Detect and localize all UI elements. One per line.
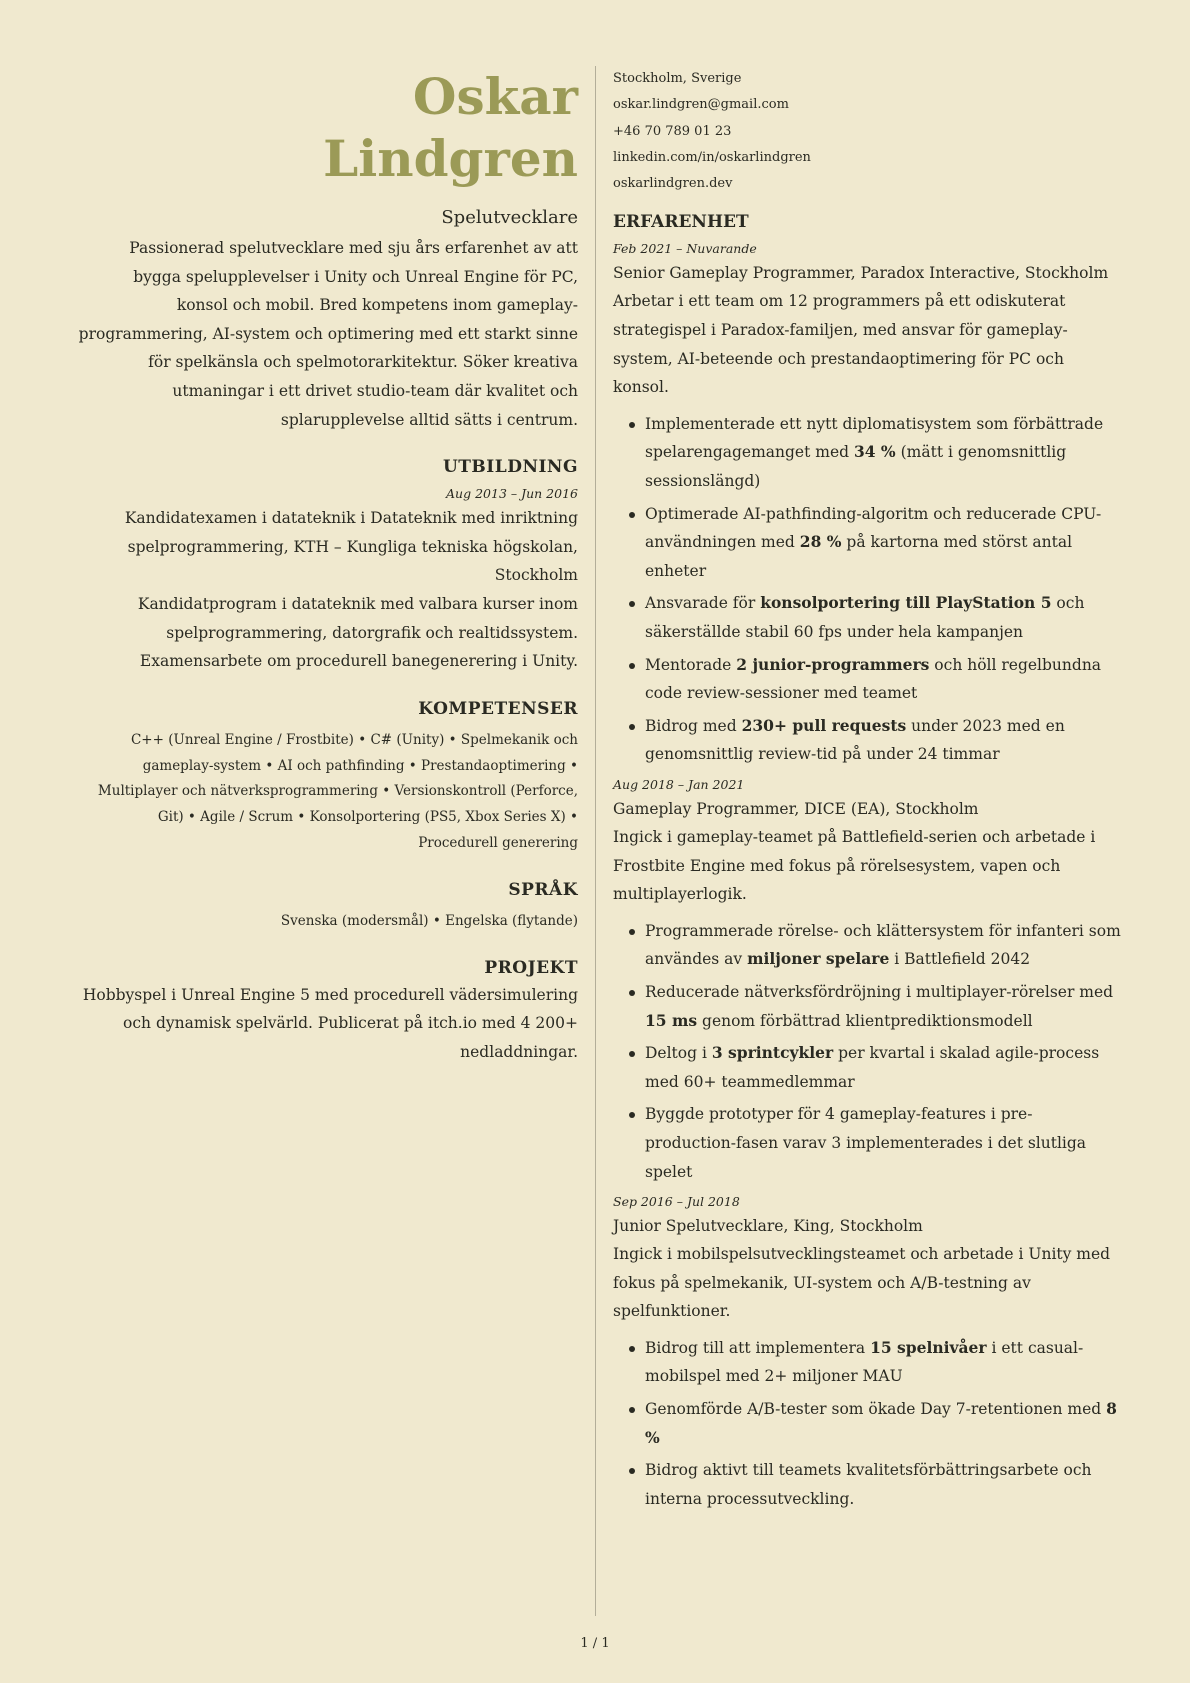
education-heading: UTBILDNING	[442, 457, 578, 478]
contact-block	[613, 66, 1123, 197]
job-entry	[613, 775, 1123, 1186]
job-role: Senior Gameplay Programmer, Paradox Interactive, Stockholm	[613, 264, 1109, 283]
achievement-item	[645, 410, 1123, 496]
achievement-highlight: 15 spelnivåer	[870, 1337, 987, 1357]
education-degree: Kandidatexamen i datateknik i Datateknik med inriktning spelprogrammering, KTH – Kungliga tekniska högskolan, Stockholm	[124, 509, 578, 585]
achievement-item	[645, 589, 1123, 646]
job-role: Junior Spelutvecklare, King, Stockholm	[613, 1217, 923, 1236]
skills-list: C++ (Unreal Engine / Frostbite) • C# (Unity) • Spelmekanik och gameplay-system • AI och pathfinding • Prestandaoptimering • Multiplayer och nätverksprogrammering • Versionskontroll (Perforce, Git) • Agile / Scrum • Konsolportering (PS5, Xbox Series X) • Procedurell generering	[97, 731, 578, 851]
achievement-highlight: 8 %	[645, 1399, 1117, 1447]
achievement-highlight: 34 %	[853, 442, 896, 462]
achievement-text: Implementerade ett nytt diplomatisystem som förbättrade spelarengagemanget med	[645, 414, 1104, 462]
achievement-item	[645, 651, 1123, 708]
job-description: Ingick i mobilspelsutvecklingsteamet och arbetade i Unity med fokus på spelmekanik, UI-system och A/B-testning av spelfunktioner.	[613, 1245, 1111, 1321]
achievement-text: (mätt i genomsnittlig sessionslängd)	[645, 443, 1067, 491]
achievement-highlight: konsolportering till PlayStation 5	[760, 593, 1052, 613]
job-description: Ingick i gameplay-teamet på Battlefield-serien och arbetade i Frostbite Engine med fokus på rörelsesystem, vapen och multiplayerlogik.	[613, 827, 1096, 904]
job-title: Spelutvecklare	[441, 207, 578, 228]
job-achievements	[613, 1334, 1123, 1514]
profile-summary: Passionerad spelutvecklare med sju års erfarenhet av att bygga spelupplevelser i Unity och Unreal Engine för PC, konsol och mobil. Bred kompetens inom gameplay-programmering, AI-system och optimering med ett starkt sinne för spelkänsla och spelmotorarkitektur. Söker kreativa utmaningar i ett drivet studio-team där kvalitet och splarupplevelse alltid sätts i centrum.	[78, 239, 578, 429]
contact-location: Stockholm, Sverige	[613, 71, 742, 86]
achievement-text: och höll regelbundna code review-sessioner med teamet	[645, 655, 1102, 703]
achievement-text: Optimerade AI-pathfinding-algoritm och reducerade CPU-användningen med	[645, 504, 1102, 552]
projects-heading: PROJEKT	[484, 957, 578, 978]
skills-heading: KOMPETENSER	[418, 698, 578, 719]
achievement-text: Ansvarade för	[645, 594, 761, 613]
achievement-text: Bidrog aktivt till teamets kvalitetsförbättringsarbete och interna processutveckling.	[645, 1461, 1092, 1508]
achievement-text: på kartorna med störst antal enheter	[645, 533, 1073, 580]
job-entry	[613, 1192, 1123, 1513]
job-date: Sep 2016 – Jul 2018	[613, 1194, 740, 1210]
left-column	[78, 66, 578, 1066]
achievement-text: Bidrog till att implementera	[645, 1338, 871, 1357]
achievement-text: Programmerade rörelse- och klättersystem för infanteri som användes av	[645, 921, 1121, 969]
achievement-text: Reducerade nätverksfördröjning i multiplayer-rörelser med	[645, 982, 1114, 1001]
name-last: Lindgren	[323, 129, 578, 188]
job-date: Feb 2021 – Nuvarande	[613, 241, 757, 257]
job-role: Gameplay Programmer, DICE (EA), Stockholm	[613, 799, 979, 818]
achievement-text: genom förbättrad klientprediktionsmodell	[697, 1011, 1033, 1030]
achievement-highlight: miljoner spelare	[747, 949, 890, 969]
languages-heading: SPRÅK	[508, 879, 578, 900]
contact-email[interactable]: oskar.lindgren@gmail.com	[613, 97, 789, 113]
achievement-highlight: 230+ pull requests	[741, 715, 907, 735]
column-divider	[595, 66, 596, 1616]
job-date: Aug 2018 – Jan 2021	[613, 776, 745, 792]
achievement-item	[645, 712, 1123, 769]
experience-list	[613, 239, 1123, 1513]
achievement-text: Deltog i	[645, 1044, 712, 1063]
job-entry	[613, 239, 1123, 769]
achievement-text: i ett casual-mobilspel med 2+ miljoner MAU	[645, 1338, 1084, 1386]
achievement-text: Mentorade	[645, 655, 737, 674]
experience-heading: ERFARENHET	[613, 212, 749, 233]
contact-phone[interactable]: +46 70 789 01 23	[613, 123, 732, 139]
job-achievements	[613, 917, 1123, 1186]
contact-linkedin[interactable]: linkedin.com/in/oskarlindgren	[613, 149, 811, 165]
achievement-highlight: 2 junior-programmers	[736, 654, 930, 674]
languages-list: Svenska (modersmål) • Engelska (flytande)	[280, 912, 578, 929]
achievement-item	[645, 500, 1123, 586]
right-column	[613, 66, 1123, 1519]
achievement-item	[645, 1334, 1123, 1391]
contact-website[interactable]: oskarlindgren.dev	[613, 176, 733, 192]
name-first: Oskar	[412, 67, 578, 126]
job-achievements	[613, 410, 1123, 769]
page-number: 1 / 1	[580, 1636, 610, 1651]
achievement-item	[645, 1039, 1123, 1096]
achievement-item	[645, 917, 1123, 974]
achievement-item	[645, 978, 1123, 1035]
job-description: Arbetar i ett team om 12 programmers på ett odiskuterat strategispel i Paradox-familjen, med ansvar för gameplay-system, AI-beteende och prestandaoptimering för PC och konsol.	[613, 292, 1068, 397]
achievement-text: per kvartal i skalad agile-process med 60+ teammedlemmar	[645, 1044, 1100, 1091]
achievement-text: i Battlefield 2042	[889, 950, 1031, 969]
achievement-text: Genomförde A/B-tester som ökade Day 7-retentionen med	[645, 1400, 1107, 1419]
achievement-text: Bidrog med	[645, 716, 742, 735]
achievement-item	[645, 1100, 1123, 1186]
achievement-text: Byggde prototyper för 4 gameplay-features i pre-production-fasen varav 3 implementerades i det slutliga spelet	[645, 1105, 1087, 1181]
education-description: Kandidatprogram i datateknik med valbara kurser inom spelprogrammering, datorgrafik och realtidssystem. Examensarbete om procedurell banegenerering i Unity.	[137, 594, 578, 671]
achievement-highlight: 28 %	[799, 532, 842, 552]
education-date: Aug 2013 – Jun 2016	[446, 486, 578, 502]
achievement-text: under 2023 med en genomsnittlig review-tid på under 24 timmar	[645, 716, 1065, 764]
achievement-item	[645, 1395, 1123, 1452]
achievement-highlight: 3 sprintcykler	[711, 1043, 834, 1063]
achievement-text: och säkerställde stabil 60 fps under hela kampanjen	[645, 594, 1085, 642]
projects-text: Hobbyspel i Unreal Engine 5 med procedurell vädersimulering och dynamisk spelvärld. Publicerat på itch.io med 4 200+ nedladdningar.	[82, 985, 578, 1061]
achievement-highlight: 15 ms	[645, 1010, 698, 1030]
achievement-item	[645, 1456, 1123, 1513]
